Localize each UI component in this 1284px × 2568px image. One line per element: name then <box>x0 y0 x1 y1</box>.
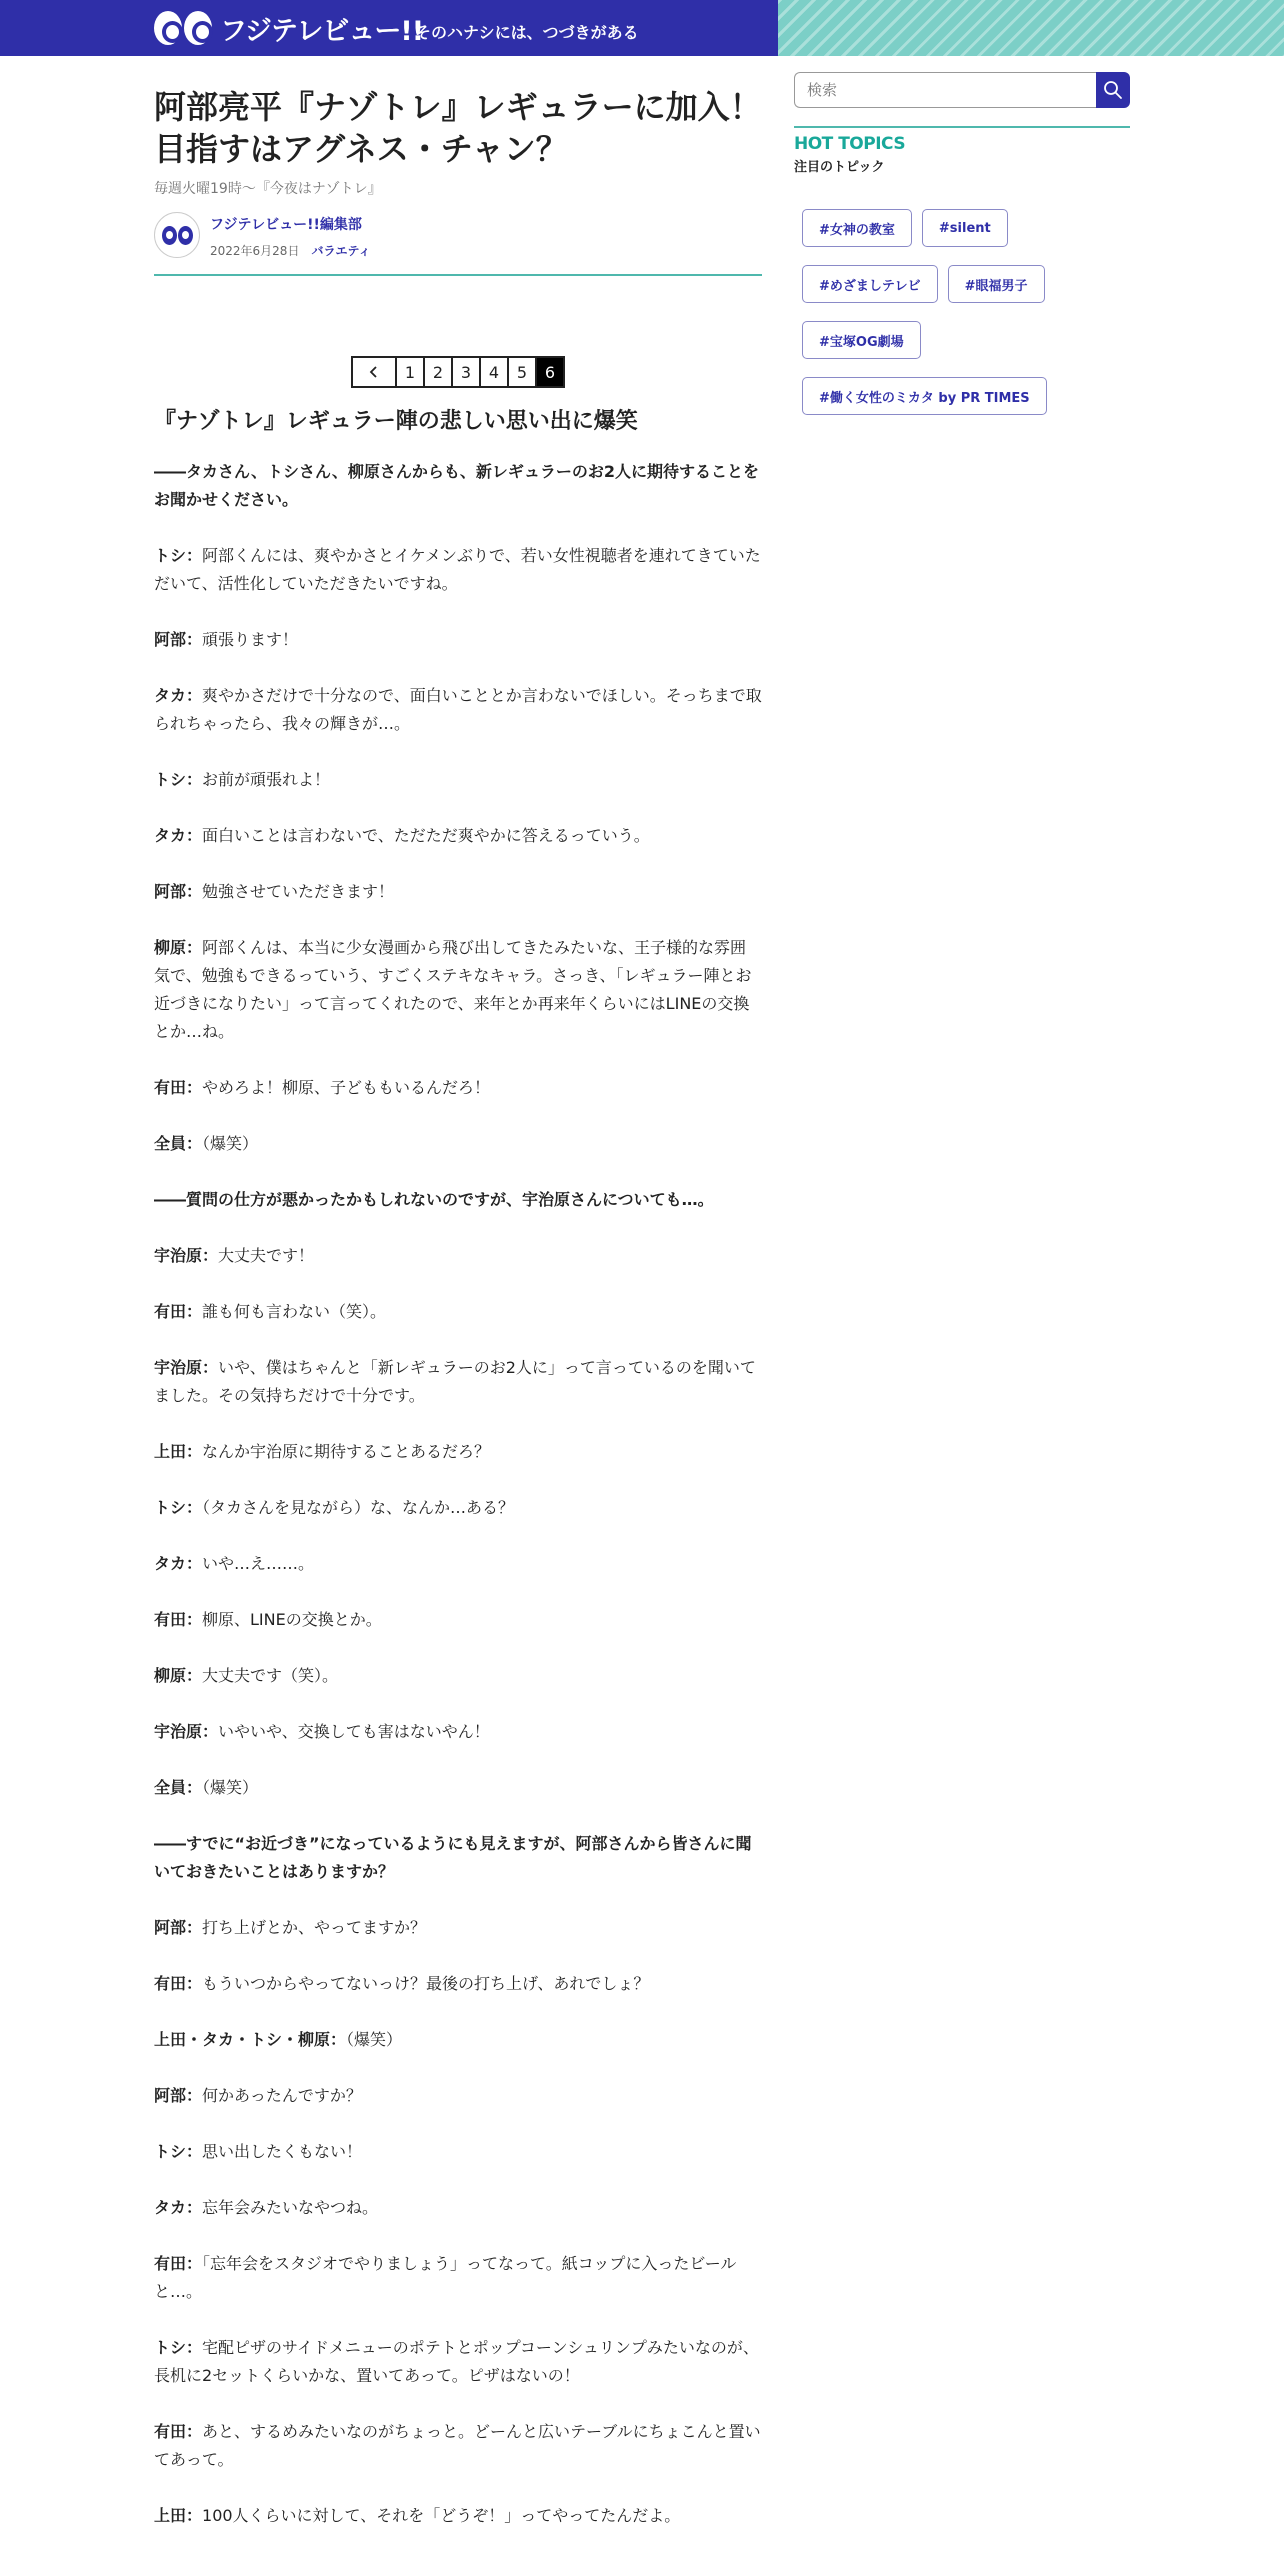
paragraph-text: 誰も何も言わない（笑）。 <box>202 1302 387 1321</box>
article-title: 阿部亮平『ナゾトレ』レギュラーに加入！目指すはアグネス・チャン？ <box>154 88 762 168</box>
speaker-name: 阿部： <box>154 630 203 649</box>
paragraph-text: 勉強させていただきます！ <box>202 882 395 901</box>
topic-tag[interactable]: #女神の教室 <box>802 209 912 247</box>
paragraph-text: 阿部くんには、爽やかさとイケメンぶりで、若い女性視聴者を連れてきていただいて、活性化していただきたいですね。 <box>154 546 761 593</box>
dialogue-line <box>154 1718 762 1746</box>
paragraph-text: あと、するめみたいなのがちょっと。どーんと広いテーブルにちょこんと置いてあって。 <box>154 2422 761 2469</box>
dialogue-line <box>154 2418 762 2474</box>
paragraph-text: 何かあったんですか？ <box>202 2086 362 2105</box>
speaker-name: 有田： <box>154 1974 203 1993</box>
header-pattern <box>778 0 1284 56</box>
logo-text: フジテレビュー!! <box>220 15 424 47</box>
speaker-name: 全員： <box>154 1134 203 1153</box>
dialogue-line <box>154 1438 762 1466</box>
author-avatar[interactable] <box>154 212 200 258</box>
interview-question <box>154 1830 762 1886</box>
paragraph-text: ――タカさん、トシさん、柳原さんからも、新レギュラーのお2人に期待することをお聞かせください。 <box>154 462 760 509</box>
logo-eyes-icon <box>154 11 212 45</box>
dialogue-line <box>154 1074 762 1102</box>
hot-topics <box>794 126 1130 433</box>
article-divider <box>154 274 762 276</box>
dialogue-line <box>154 2334 762 2390</box>
speaker-name: 有田： <box>154 1078 203 1097</box>
paragraph-text: （タカさんを見ながら）な、なんか…ある？ <box>202 1498 515 1517</box>
topic-tag[interactable]: #silent <box>922 209 1008 247</box>
pagination-page-6[interactable]: 6 <box>537 356 565 388</box>
site-tagline: そのハナシには、つづきがある <box>415 23 639 42</box>
paragraph-text: 大丈夫です（笑）。 <box>202 1666 339 1685</box>
hot-topics-subtitle: 注目のトピック <box>794 160 885 175</box>
paragraph-text: いやいや、交換しても害はないやん！ <box>218 1722 490 1741</box>
section-heading: 『ナゾトレ』レギュラー陣の悲しい思い出に爆笑 <box>154 409 638 434</box>
dialogue-line <box>154 1130 762 1158</box>
author-meta <box>210 242 371 259</box>
paragraph-text: やめろよ！柳原、子どももいるんだろ！ <box>202 1078 491 1097</box>
dialogue-line <box>154 934 762 1046</box>
interview-question <box>154 1186 762 1214</box>
dialogue-line <box>154 1774 762 1802</box>
topic-tag[interactable]: #眼福男子 <box>948 265 1045 303</box>
speaker-name: 上田： <box>154 1442 203 1461</box>
speaker-name: 有田： <box>154 1302 203 1321</box>
topic-tag[interactable]: #宝塚OG劇場 <box>802 321 921 359</box>
dialogue-line <box>154 626 762 654</box>
paragraph-text: 面白いことは言わないで、ただただ爽やかに答えるっていう。 <box>202 826 650 845</box>
dialogue-line <box>154 1494 762 1522</box>
pagination-page-1[interactable]: 1 <box>397 356 425 388</box>
dialogue-line <box>154 1606 762 1634</box>
search-button[interactable] <box>1096 72 1130 108</box>
paragraph-text: 阿部くんは、本当に少女漫画から飛び出してきたみたいな、王子様的な雰囲気で、勉強もできるっていう、すごくステキなキャラ。さっき、「レギュラー陣とお近づきになりたい」って言ってくれたので、来年とか再来年くらいにはLINEの交換とか…ね。 <box>154 938 752 1041</box>
speaker-name: タカ： <box>154 1554 203 1573</box>
paragraph-text: 打ち上げとか、やってますか？ <box>202 1918 427 1937</box>
paragraph-text: もういつからやってないっけ？最後の打ち上げ、あれでしょ？ <box>202 1974 650 1993</box>
article-body <box>154 458 762 2530</box>
search-icon <box>1103 80 1123 100</box>
paragraph-text: 思い出したくもない！ <box>202 2142 363 2161</box>
paragraph-text: 宅配ピザのサイドメニューのポテトとポップコーンシュリンプみたいなのが、長机に2セットくらいかな、置いてあって。ピザはないの！ <box>154 2338 759 2385</box>
pagination-prev-button[interactable] <box>351 356 397 388</box>
article <box>154 86 762 2558</box>
paragraph-text: ――すでに“お近づき”になっているようにも見えますが、阿部さんから皆さんに聞いておきたいことはありますか？ <box>154 1834 752 1881</box>
paragraph-text: （爆笑） <box>346 2030 403 2049</box>
dialogue-line <box>154 682 762 738</box>
dialogue-line <box>154 822 762 850</box>
search-input[interactable] <box>794 72 1096 108</box>
speaker-name: 宇治原： <box>154 1358 219 1377</box>
publish-date: 2022年6月28日 <box>210 244 300 258</box>
speaker-name: 上田： <box>154 2506 203 2525</box>
paragraph-text: （爆笑） <box>202 1134 259 1153</box>
dialogue-line <box>154 542 762 598</box>
speaker-name: 阿部： <box>154 2086 203 2105</box>
speaker-name: タカ： <box>154 2198 203 2217</box>
paragraph-text: 爽やかさだけで十分なので、面白いこととか言わないでほしい。そっちまで取られちゃったら、我々の輝きが…。 <box>154 686 762 733</box>
speaker-name: 有田： <box>154 2422 203 2441</box>
pagination-page-4[interactable]: 4 <box>481 356 509 388</box>
paragraph-text: 忘年会みたいなやつね。 <box>202 2198 379 2217</box>
speaker-name: 有田： <box>154 1610 203 1629</box>
chevron-left-icon <box>368 365 380 379</box>
pagination-page-2[interactable]: 2 <box>425 356 453 388</box>
topic-tag[interactable]: #めざましテレビ <box>802 265 938 303</box>
dialogue-line <box>154 766 762 794</box>
dialogue-line <box>154 1662 762 1690</box>
speaker-name: 柳原： <box>154 938 203 957</box>
topic-tags <box>794 209 1124 433</box>
dialogue-line <box>154 1242 762 1270</box>
search-form <box>794 72 1130 108</box>
paragraph-text: 柳原、LINEの交換とか。 <box>202 1610 382 1629</box>
paragraph-text: なんか宇治原に期待することあるだろ？ <box>202 1442 491 1461</box>
speaker-name: 全員： <box>154 1778 203 1797</box>
speaker-name: 宇治原： <box>154 1722 219 1741</box>
speaker-name: 阿部： <box>154 882 203 901</box>
dialogue-line <box>154 2502 762 2530</box>
dialogue-line <box>154 2138 762 2166</box>
pagination-page-5[interactable]: 5 <box>509 356 537 388</box>
paragraph-text: いや…え……。 <box>202 1554 315 1573</box>
dialogue-line <box>154 1550 762 1578</box>
pagination-page-3[interactable]: 3 <box>453 356 481 388</box>
dialogue-line <box>154 2026 762 2054</box>
speaker-name: 上田・タカ・トシ・柳原： <box>154 2030 347 2049</box>
paragraph-text: 「忘年会をスタジオでやりましょう」ってなって。紙コップに入ったビールと…。 <box>154 2254 737 2301</box>
site-logo[interactable] <box>154 8 423 48</box>
hot-topics-title: HOT TOPICS <box>794 134 906 154</box>
dialogue-line <box>154 1298 762 1326</box>
dialogue-line <box>154 1354 762 1410</box>
speaker-name: トシ： <box>154 1498 203 1517</box>
speaker-name: 阿部： <box>154 1918 203 1937</box>
author-name-link[interactable]: フジテレビュー!!編集部 <box>210 217 362 233</box>
paragraph-text: いや、僕はちゃんと「新レギュラーのお2人に」って言っているのを聞いてました。その気持ちだけで十分です。 <box>154 1358 756 1405</box>
speaker-name: 有田： <box>154 2254 203 2273</box>
category-link[interactable]: バラエティ <box>311 244 371 258</box>
dialogue-line <box>154 2082 762 2110</box>
speaker-name: タカ： <box>154 826 203 845</box>
interview-question <box>154 458 762 514</box>
speaker-name: タカ： <box>154 686 203 705</box>
site-header <box>0 0 1284 56</box>
dialogue-line <box>154 2250 762 2306</box>
speaker-name: トシ： <box>154 2142 203 2161</box>
paragraph-text: 頑張ります！ <box>202 630 299 649</box>
speaker-name: トシ： <box>154 770 203 789</box>
paragraph-text: ――質問の仕方が悪かったかもしれないのですが、宇治原さんについても…。 <box>154 1190 714 1209</box>
dialogue-line <box>154 878 762 906</box>
topic-tag[interactable]: #働く女性のミカタ by PR TIMES <box>802 377 1047 415</box>
dialogue-line <box>154 1970 762 1998</box>
speaker-name: トシ： <box>154 2338 203 2357</box>
speaker-name: トシ： <box>154 546 203 565</box>
paragraph-text: 100人くらいに対して、それを「どうぞ！」ってやってたんだよ。 <box>202 2506 681 2525</box>
byline <box>154 212 762 262</box>
dialogue-line <box>154 1914 762 1942</box>
sidebar <box>794 72 1130 433</box>
paragraph-text: 大丈夫です！ <box>218 1246 315 1265</box>
speaker-name: 宇治原： <box>154 1246 219 1265</box>
paragraph-text: お前が頑張れよ！ <box>202 770 331 789</box>
header-brand-bar <box>0 0 778 56</box>
pagination <box>154 356 762 388</box>
dialogue-line <box>154 2194 762 2222</box>
article-subtitle: 毎週火曜19時～『今夜はナゾトレ』 <box>154 181 382 197</box>
speaker-name: 柳原： <box>154 1666 203 1685</box>
paragraph-text: （爆笑） <box>202 1778 259 1797</box>
